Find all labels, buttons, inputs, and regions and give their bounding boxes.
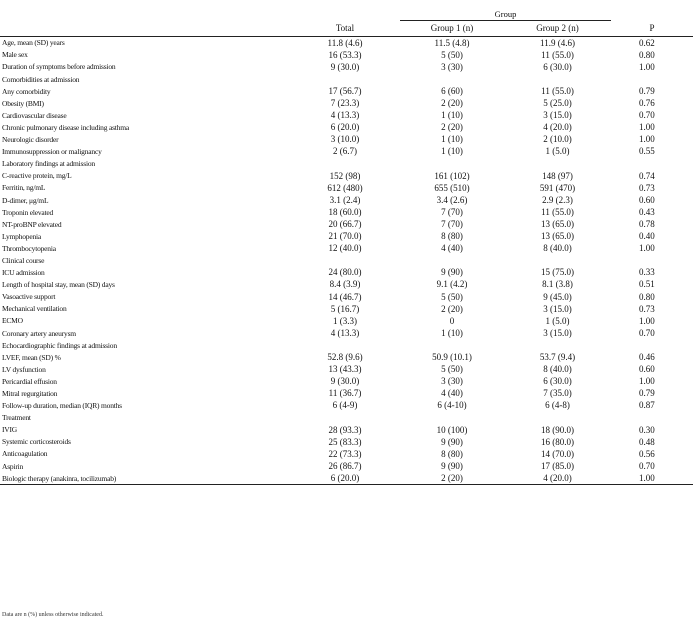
cell-p-value: 0.70: [639, 327, 655, 338]
table-row: [0, 182, 693, 194]
row-label: Male sex: [2, 50, 28, 60]
cell-group-1: 1 (10): [441, 327, 463, 338]
cell-group-2: 3 (15.0): [543, 303, 572, 314]
cell-group-1: 1 (10): [441, 134, 463, 145]
cell-p-value: 0.60: [639, 194, 655, 205]
row-label: Thrombocytopenia: [2, 243, 56, 253]
cell-p-value: [611, 73, 693, 85]
cell-total: [290, 339, 400, 351]
cell-group-1: 161 (102): [434, 170, 470, 181]
cell-group-2: [504, 255, 611, 267]
cell-p-value: 1.00: [639, 243, 655, 254]
cell-group-2: 2 (10.0): [543, 134, 572, 145]
cell-group-1: 5 (50): [441, 364, 463, 375]
cell-p-value: 0.62: [639, 37, 655, 48]
cell-p-value: 0.79: [639, 388, 655, 399]
row-label: D-dimer, μg/mL: [2, 195, 49, 205]
cell-p-value: 0.60: [639, 364, 655, 375]
cell-p-value: 0.80: [639, 291, 655, 302]
table-row: [0, 412, 693, 424]
cell-p-value: 0.73: [639, 303, 655, 314]
row-label: Mitral regurgitation: [2, 389, 58, 399]
cell-total: 16 (53.3): [328, 49, 362, 60]
row-label: Any comorbidity: [2, 86, 51, 96]
table-row: [0, 472, 693, 485]
cell-total: 17 (56.7): [328, 85, 362, 96]
cell-p-value: 1.00: [639, 122, 655, 133]
table-row: [0, 85, 693, 97]
cell-group-2: 9 (45.0): [543, 291, 572, 302]
row-label: ECMO: [2, 316, 23, 326]
table-row: [0, 327, 693, 339]
cell-group-2: 591 (470): [539, 182, 576, 193]
table-row: [0, 303, 693, 315]
cell-group-1: 9 (90): [441, 436, 463, 447]
cell-total: [290, 255, 400, 267]
row-label: Age, mean (SD) years: [2, 38, 65, 48]
cell-group-2: 1 (5.0): [545, 315, 570, 326]
table-row: [0, 436, 693, 448]
table-row: [0, 376, 693, 388]
table-row: [0, 243, 693, 255]
cell-total: [290, 73, 400, 85]
cell-group-2: 11 (55.0): [541, 85, 574, 96]
cell-p-value: [611, 412, 693, 424]
cell-group-2: 13 (65.0): [541, 218, 574, 229]
table-row: [0, 388, 693, 400]
table-row: [0, 194, 693, 206]
cell-group-1: 4 (40): [441, 388, 463, 399]
cell-group-1: 8 (80): [441, 231, 463, 242]
table-row: [0, 110, 693, 122]
cell-p-value: 0.51: [639, 279, 655, 290]
cell-group-1: 0: [449, 315, 455, 326]
table-row: [0, 424, 693, 436]
cell-group-1: 1 (10): [441, 146, 463, 157]
table-row: [0, 37, 693, 50]
cell-total: 21 (70.0): [328, 231, 362, 242]
row-label: Troponin elevated: [2, 207, 54, 217]
column-header-p-value: P: [649, 22, 655, 33]
cell-total: 4 (13.3): [330, 110, 360, 121]
cell-group-2: 8 (40.0): [543, 243, 572, 254]
table-row: [0, 267, 693, 279]
cell-p-value: 0.56: [639, 448, 655, 459]
cell-p-value: 0.70: [639, 460, 655, 471]
cell-group-2: 4 (20.0): [543, 122, 572, 133]
cell-group-2: 17 (85.0): [541, 460, 574, 471]
cell-p-value: 0.80: [639, 49, 655, 60]
cell-group-1: 6 (60): [441, 85, 463, 96]
cell-group-1: 3.4 (2.6): [436, 194, 468, 205]
row-label: Coronary artery aneurysm: [2, 328, 76, 338]
row-label: Echocardiographic findings at admission: [2, 340, 117, 350]
cell-group-1: 2 (20): [441, 122, 463, 133]
cell-p-value: 0.74: [639, 170, 655, 181]
cell-group-1: 2 (20): [400, 472, 504, 485]
cell-group-2: 6 (4-8): [545, 400, 570, 411]
cell-total: 7 (23.3): [330, 98, 360, 109]
row-label: Mechanical ventilation: [2, 304, 67, 314]
cell-p-value: 0.70: [639, 110, 655, 121]
table-row: [0, 460, 693, 472]
cell-group-1: [400, 73, 504, 85]
cell-group-1: 8 (80): [441, 448, 463, 459]
row-label: Follow-up duration, median (IQR) months: [2, 401, 122, 411]
spanner-row: [0, 6, 693, 21]
table-row: [0, 339, 693, 351]
cell-group-1: 5 (50): [441, 49, 463, 60]
cell-total: 612 (480): [327, 182, 363, 193]
cell-group-1: 11.5 (4.8): [434, 37, 470, 48]
cell-p-value: 0.55: [639, 146, 655, 157]
cell-p-value: 0.48: [639, 436, 655, 447]
row-label: Length of hospital stay, mean (SD) days: [2, 280, 115, 290]
cell-total: 3 (10.0): [330, 134, 360, 145]
row-label: Aspirin: [2, 461, 24, 471]
cell-total: 152 (98): [329, 170, 361, 181]
cell-group-2: 16 (80.0): [541, 436, 574, 447]
table-row: [0, 448, 693, 460]
row-label: Anticoagulation: [2, 449, 48, 459]
table-row: [0, 146, 693, 158]
cell-p-value: 0.79: [639, 85, 655, 96]
cell-group-1: 50.9 (10.1): [432, 351, 472, 362]
table-row: [0, 255, 693, 267]
cell-group-1: 9 (90): [441, 267, 463, 278]
cell-group-2: 8.1 (3.8): [542, 279, 573, 290]
cell-total: 14 (46.7): [328, 291, 362, 302]
cell-group-2: 3 (15.0): [543, 110, 572, 121]
cell-group-2: [504, 412, 611, 424]
table-row: [0, 49, 693, 61]
table-row: [0, 134, 693, 146]
cell-p-value: 1.00: [639, 61, 655, 72]
cell-group-1: 4 (40): [441, 243, 463, 254]
cell-group-2: 14 (70.0): [541, 448, 574, 459]
row-label: Cardiovascular disease: [2, 110, 67, 120]
table-body: [0, 37, 693, 485]
row-label: Chronic pulmonary disease including asthma: [2, 122, 129, 132]
cell-p-value: 1.00: [639, 134, 655, 145]
table-row: [0, 315, 693, 327]
cell-total: 6 (20.0): [330, 122, 360, 133]
cell-total: 9 (30.0): [330, 376, 360, 387]
table-row: [0, 73, 693, 85]
cell-p-value: 0.43: [639, 206, 655, 217]
cell-group-2: 18 (90.0): [541, 424, 574, 435]
table-row: [0, 218, 693, 230]
characteristics-table: [0, 6, 693, 485]
row-label: IVIG: [2, 425, 18, 435]
cell-p-value: 1.00: [639, 376, 655, 387]
row-label: Systemic corticosteroids: [2, 437, 71, 447]
cell-group-2: 3 (15.0): [543, 327, 572, 338]
cell-group-1: 9 (90): [441, 460, 463, 471]
cell-group-2: [504, 73, 611, 85]
cell-group-1: 655 (510): [434, 182, 470, 193]
cell-total: 12 (40.0): [328, 243, 362, 254]
column-header-total: Total: [335, 22, 355, 33]
cell-total: 6 (20.0): [290, 472, 400, 485]
cell-group-1: 6 (4-10): [437, 400, 467, 411]
table-row: [0, 170, 693, 182]
table-row: [0, 279, 693, 291]
cell-group-2: 1 (5.0): [545, 146, 570, 157]
column-header-group-1: Group 1 (n): [430, 23, 474, 33]
cell-p-value: 0.30: [639, 424, 655, 435]
cell-p-value: [611, 255, 693, 267]
cell-total: 5 (16.7): [330, 303, 360, 314]
row-label: LVEF, mean (SD) %: [2, 352, 61, 362]
cell-group-1: 7 (70): [441, 206, 463, 217]
cell-group-2: 7 (35.0): [543, 388, 572, 399]
cell-total: 11.8 (4.6): [327, 37, 363, 48]
cell-total: 52.8 (9.6): [327, 351, 363, 362]
row-label: Vasoactive support: [2, 292, 56, 302]
cell-group-2: 13 (65.0): [541, 231, 574, 242]
row-label: ICU admission: [2, 268, 45, 278]
cell-p-value: 0.78: [639, 218, 655, 229]
cell-group-2: 15 (75.0): [541, 267, 574, 278]
cell-group-1: [400, 412, 504, 424]
cell-group-1: [400, 255, 504, 267]
row-label: Immunosuppression or malignancy: [2, 147, 102, 157]
cell-total: 20 (66.7): [328, 218, 362, 229]
cell-group-2: 11 (55.0): [541, 49, 574, 60]
cell-p-value: 1.00: [611, 472, 693, 485]
cell-group-2: [504, 158, 611, 170]
table-row: [0, 291, 693, 303]
cell-group-2: 4 (20.0): [504, 472, 611, 485]
row-label: Obesity (BMI): [2, 98, 44, 108]
cell-group-1: 10 (100): [436, 424, 468, 435]
cell-total: 28 (93.3): [328, 424, 362, 435]
row-label: Lymphopenia: [2, 231, 42, 241]
cell-p-value: [611, 158, 693, 170]
cell-p-value: 1.00: [639, 315, 655, 326]
cell-group-1: 1 (10): [441, 110, 463, 121]
cell-total: 4 (13.3): [330, 327, 360, 338]
row-label: Pericardial effusion: [2, 376, 57, 386]
cell-group-2: 6 (30.0): [543, 61, 572, 72]
table-row: [0, 400, 693, 412]
row-label: Clinical course: [2, 255, 45, 265]
cell-total: 3.1 (2.4): [329, 194, 361, 205]
cell-total: 26 (86.7): [328, 460, 362, 471]
table-row: [0, 206, 693, 218]
row-label: NT-proBNP elevated: [2, 219, 62, 229]
row-label: LV dysfunction: [2, 364, 46, 374]
row-label: C-reactive protein, mg/L: [2, 171, 72, 181]
table-row: [0, 351, 693, 363]
table-row: [0, 122, 693, 134]
cell-total: 2 (6.7): [333, 146, 357, 157]
cell-group-1: 3 (30): [441, 376, 463, 387]
cell-group-1: 5 (50): [441, 291, 463, 302]
column-header-row: [0, 21, 693, 37]
cell-total: 18 (60.0): [328, 206, 362, 217]
cell-group-1: 9.1 (4.2): [436, 279, 468, 290]
table-row: [0, 97, 693, 109]
cell-group-1: 7 (70): [441, 218, 463, 229]
cell-total: 13 (43.3): [328, 364, 362, 375]
cell-group-2: 5 (25.0): [543, 98, 572, 109]
cell-total: 25 (83.3): [328, 436, 362, 447]
cell-group-2: 53.7 (9.4): [539, 351, 576, 362]
cell-p-value: 0.40: [639, 231, 655, 242]
row-label: Biologic therapy (anakinra, tocilizumab): [0, 472, 290, 485]
cell-total: 24 (80.0): [328, 267, 362, 278]
cell-group-2: 6 (30.0): [543, 376, 572, 387]
cell-total: 6 (4-9): [332, 400, 358, 411]
row-label: Comorbidities at admission: [2, 74, 80, 84]
cell-total: 11 (36.7): [328, 388, 362, 399]
row-label: Neurologic disorder: [2, 135, 59, 145]
cell-total: 1 (3.3): [333, 315, 357, 326]
table-row: [0, 231, 693, 243]
cell-group-2: 148 (97): [542, 170, 573, 181]
cell-group-2: [504, 339, 611, 351]
cell-p-value: [611, 339, 693, 351]
column-header-group-2: Group 2 (n): [536, 23, 579, 33]
table-row: [0, 158, 693, 170]
cell-p-value: 0.76: [639, 98, 655, 109]
row-label: Treatment: [2, 413, 31, 423]
cell-total: [290, 158, 400, 170]
cell-group-2: 8 (40.0): [543, 364, 572, 375]
cell-group-2: 2.9 (2.3): [542, 194, 573, 205]
cell-group-1: 2 (20): [441, 98, 463, 109]
cell-group-2: 11 (55.0): [541, 206, 574, 217]
cell-total: [290, 412, 400, 424]
cell-group-1: [400, 339, 504, 351]
cell-total: 22 (73.3): [328, 448, 362, 459]
table-footnote: Data are n (%) unless otherwise indicated.: [2, 612, 104, 618]
cell-group-1: 2 (20): [441, 303, 463, 314]
cell-group-2: 11.9 (4.6): [540, 37, 575, 48]
cell-group-1: [400, 158, 504, 170]
table-row: [0, 61, 693, 73]
cell-p-value: 0.33: [639, 267, 655, 278]
cell-group-1: 3 (30): [441, 61, 463, 72]
cell-p-value: 0.87: [639, 400, 655, 411]
row-label: Ferritin, ng/mL: [2, 183, 46, 193]
table-row: [0, 364, 693, 376]
cell-total: 9 (30.0): [330, 61, 360, 72]
cell-p-value: 0.73: [639, 182, 655, 193]
cell-p-value: 0.46: [639, 351, 655, 362]
row-label: Duration of symptoms before admission: [2, 62, 116, 72]
row-label: Laboratory findings at admission: [2, 159, 95, 169]
group-spanner-header: Group: [400, 6, 611, 21]
cell-total: 8.4 (3.9): [329, 279, 361, 290]
